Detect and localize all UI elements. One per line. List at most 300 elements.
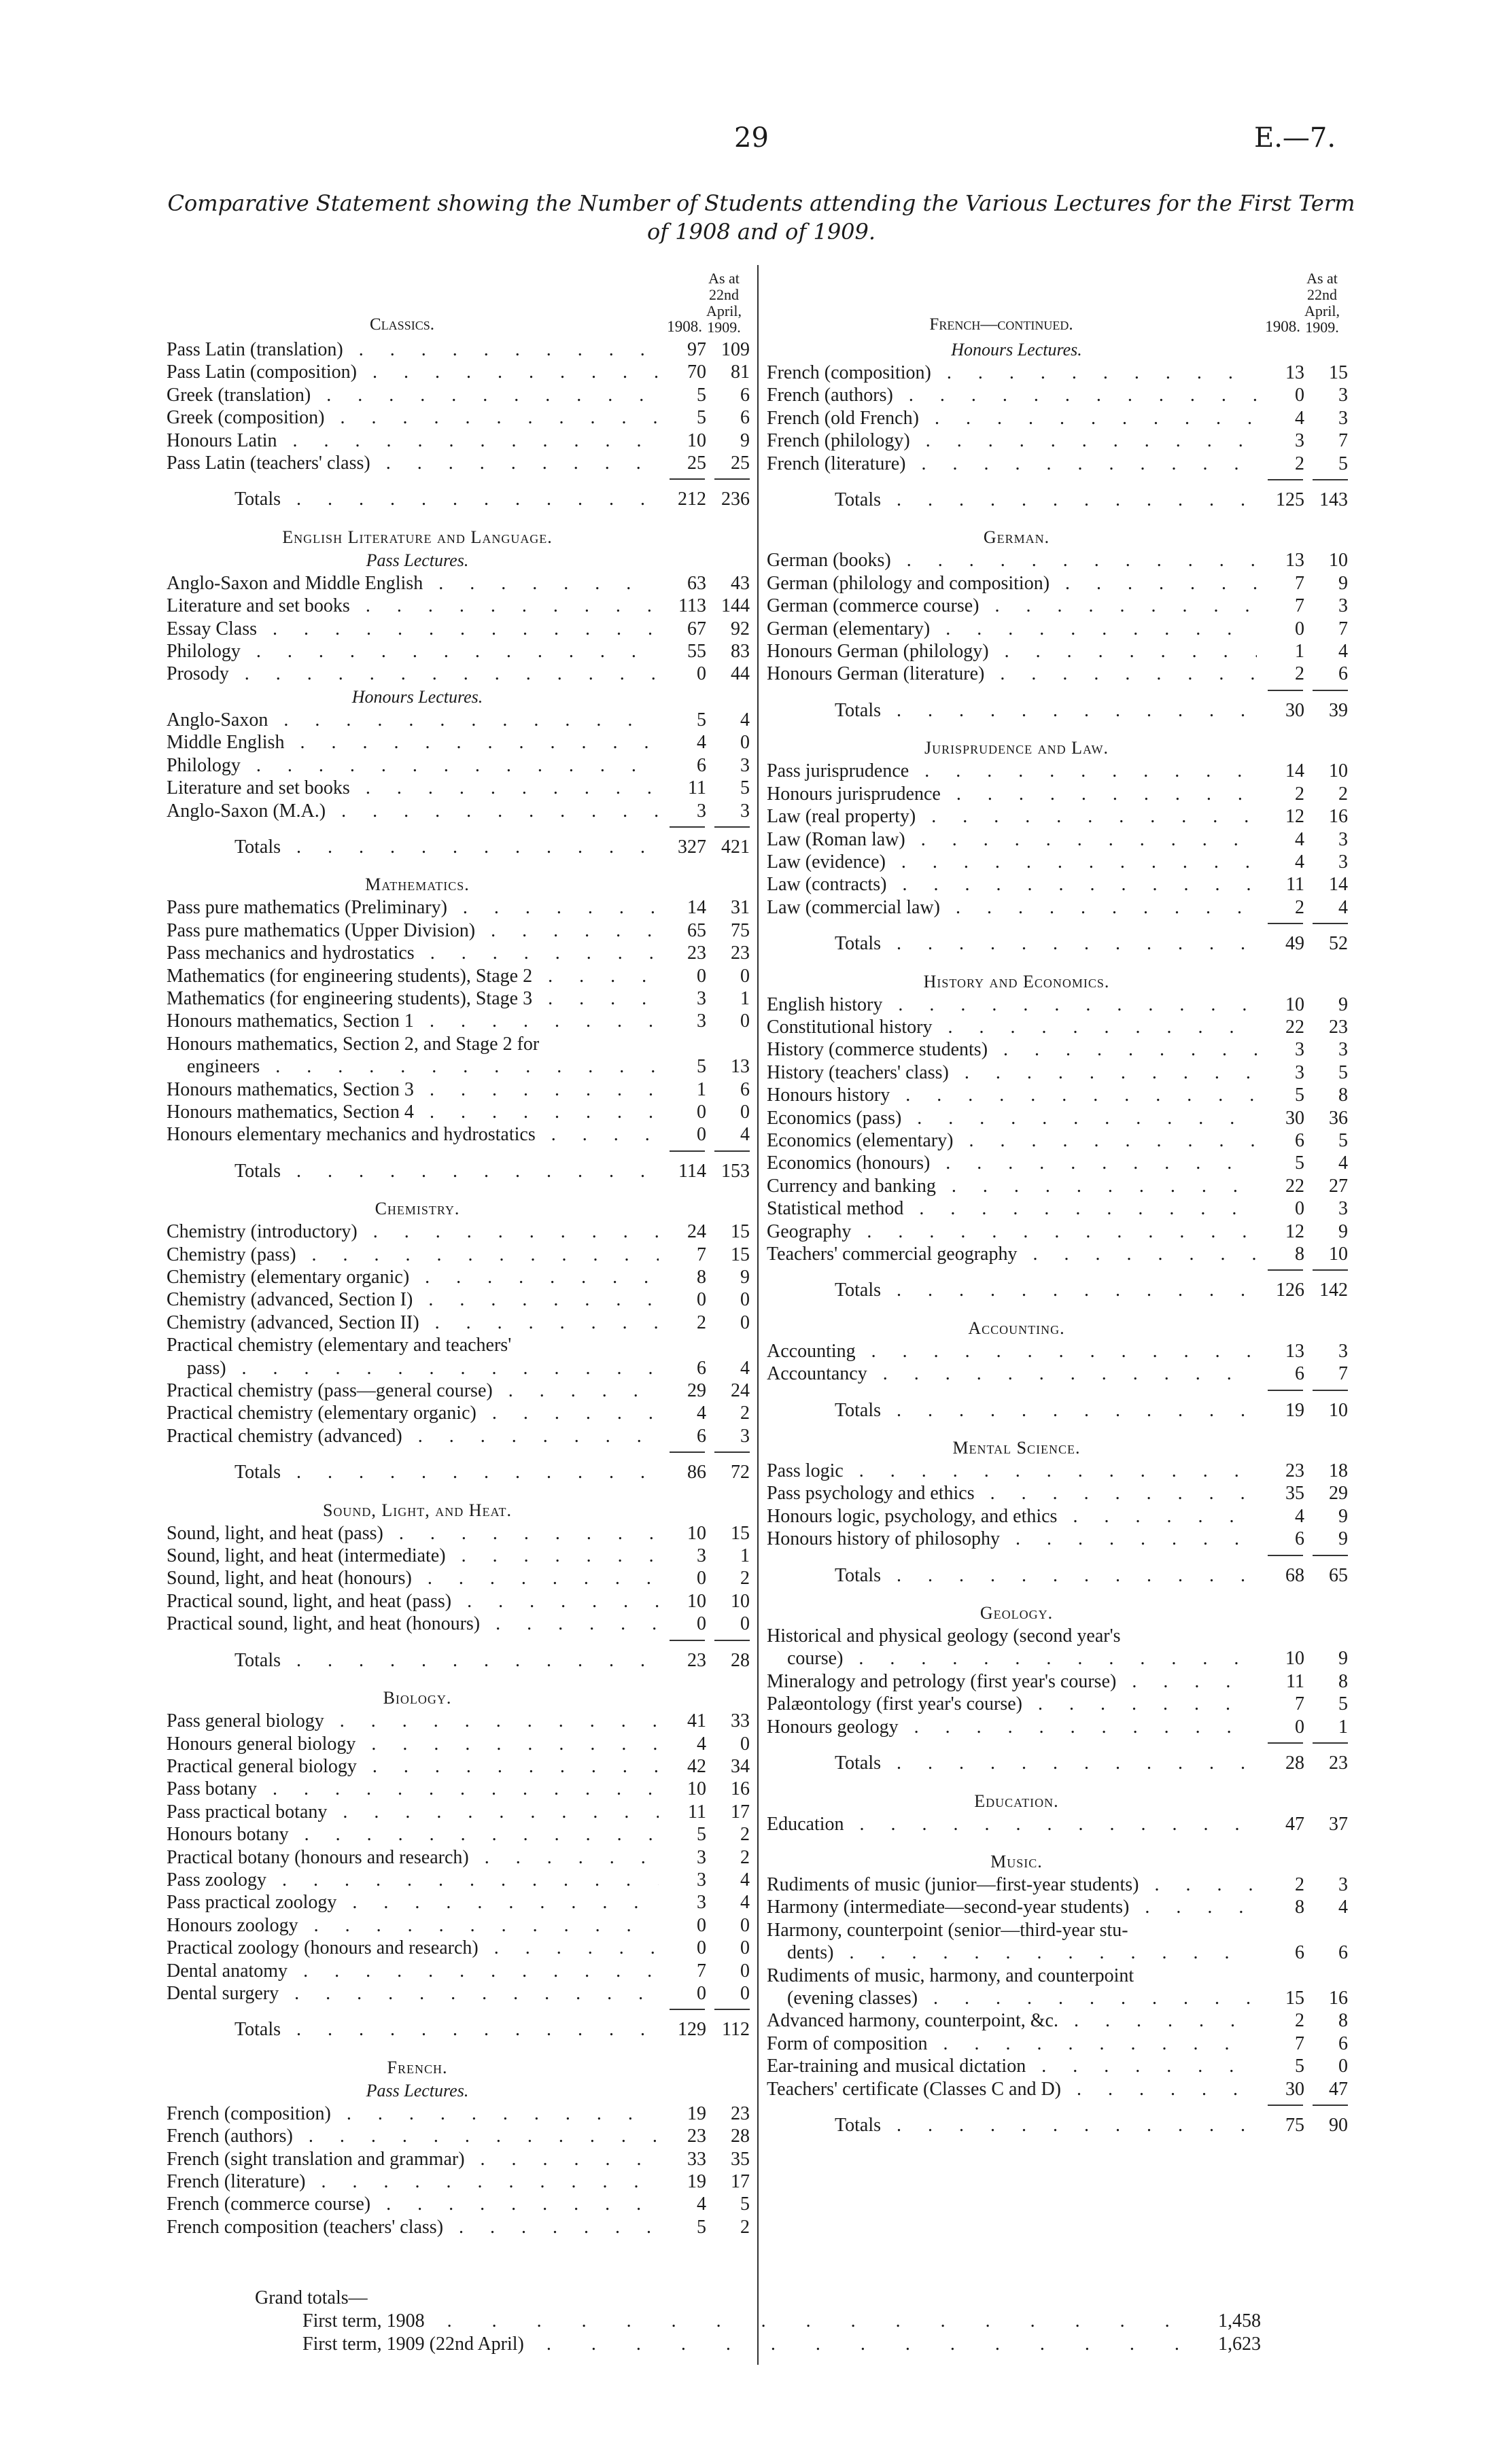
totals-label: Totals . . . <box>767 1279 1257 1301</box>
value-1909: 1 <box>740 1545 750 1567</box>
row-label <box>767 1625 1257 1670</box>
totals-label: Totals . . . <box>167 836 659 858</box>
section-title: Jurisprudence and Law. <box>924 738 1109 758</box>
value-1909: 0 <box>740 1982 750 2004</box>
row-label: French (literature) . . . <box>767 453 1257 475</box>
table-row <box>167 1312 750 1334</box>
table-row <box>167 406 750 429</box>
value-1908: 0 <box>1295 618 1304 639</box>
row-label: Education . . . <box>767 1813 1257 1835</box>
left-column-header <box>167 265 750 338</box>
value-1909: 28 <box>731 2126 750 2147</box>
row-label: Economics (elementary) . . . <box>767 1129 1257 1152</box>
row-label: German (elementary) . . . <box>767 618 1257 640</box>
value-1908: 6 <box>1295 1363 1304 1385</box>
totals-label: Totals . . . <box>167 1649 659 1672</box>
table-row <box>767 1362 1348 1385</box>
table-row <box>167 1914 750 1937</box>
row-label: Honours German (philology) . . . <box>767 640 1257 663</box>
value-1909: 4 <box>740 709 750 731</box>
value-1909: 0 <box>740 732 750 754</box>
totals-label: Totals . . . <box>167 1160 659 1182</box>
value-1909: 36 <box>1329 1107 1348 1129</box>
value-1908: 0 <box>1295 1198 1304 1220</box>
value-1909: 5 <box>1338 453 1348 474</box>
table-row <box>767 1670 1348 1693</box>
totals-1909: 142 <box>1319 1280 1348 1301</box>
totals-row <box>767 1752 1348 1774</box>
row-label: Palæontology (first year's course) . . . <box>767 1693 1257 1715</box>
table-row <box>167 1425 750 1447</box>
value-1909: 33 <box>731 1710 750 1732</box>
table-row <box>167 1266 750 1288</box>
value-1909: 2 <box>740 1824 750 1846</box>
value-1908: 4 <box>1295 828 1304 850</box>
table-row <box>167 2216 750 2238</box>
totals-rule-line <box>1313 690 1348 695</box>
table-row <box>167 1402 750 1424</box>
totals-row <box>167 2018 750 2041</box>
value-1908: 8 <box>1295 1244 1304 1265</box>
value-1909: 81 <box>731 362 750 383</box>
table-row <box>167 1379 750 1402</box>
value-1909: 5 <box>1338 1693 1348 1715</box>
value-1909: 8 <box>1338 1670 1348 1692</box>
value-1909: 18 <box>1329 1460 1348 1482</box>
value-1909: 9 <box>740 1267 750 1288</box>
page-number: 29 <box>734 122 769 154</box>
table-row <box>767 1129 1348 1152</box>
value-1908: 22 <box>1285 1016 1304 1038</box>
value-1908: 5 <box>1295 1085 1304 1106</box>
value-1908: 19 <box>687 2102 706 2124</box>
value-1909: 9 <box>1338 1648 1348 1670</box>
value-1909: 9 <box>1338 572 1348 594</box>
row-label: Pass botany . . . <box>167 1778 659 1800</box>
value-1908: 97 <box>687 339 706 360</box>
totals-1908: 212 <box>678 489 706 510</box>
value-1908: 2 <box>1295 453 1304 474</box>
value-1909: 13 <box>731 1056 750 1078</box>
value-1909: 3 <box>1338 1340 1348 1362</box>
totals-rule-line <box>1313 1269 1348 1275</box>
value-1908: 2 <box>1295 2010 1304 2032</box>
value-1908: 7 <box>697 1244 706 1265</box>
value-1909: 47 <box>1329 2078 1348 2100</box>
value-1909: 3 <box>1338 1039 1348 1061</box>
row-label: Honours general biology . . . <box>167 1733 659 1755</box>
value-1908: 4 <box>697 732 706 754</box>
value-1908: 3 <box>697 1545 706 1567</box>
table-row <box>767 384 1348 406</box>
table-row <box>167 1823 750 1846</box>
row-label-continuation: pass) . . . <box>167 1357 659 1379</box>
value-1908: 11 <box>688 1801 706 1823</box>
row-label: Advanced harmony, counterpoint, &c. . . . <box>767 2009 1257 2032</box>
totals-1909: 28 <box>731 1649 750 1671</box>
table-row <box>767 896 1348 919</box>
totals-rule-line <box>714 1150 750 1156</box>
value-1909: 44 <box>731 663 750 685</box>
value-1908: 15 <box>1285 1987 1304 2009</box>
grand-total-row <box>255 2333 1261 2356</box>
section-subtitle: Pass Lectures. <box>366 550 469 570</box>
value-1908: 2 <box>1295 1873 1304 1895</box>
totals-rule-line <box>670 826 705 832</box>
table-row <box>167 731 750 754</box>
table-row <box>167 1960 750 1982</box>
table-row <box>167 1033 750 1078</box>
table-row <box>167 1545 750 1567</box>
totals-1908: 125 <box>1276 489 1304 511</box>
grand-total-row <box>255 2310 1261 2333</box>
value-1909: 15 <box>1329 362 1348 383</box>
value-1908: 0 <box>697 1101 706 1123</box>
value-1909: 5 <box>740 777 750 799</box>
table-row <box>767 2055 1348 2077</box>
totals-1909: 143 <box>1319 489 1348 511</box>
row-label-text: Honours mathematics, Section 2, and Stage 2 for <box>167 1033 540 1055</box>
table-row <box>167 1613 750 1635</box>
right-column-body <box>767 338 1348 2136</box>
row-label: Chemistry (advanced, Section II) . . . <box>167 1312 659 1334</box>
section-subtitle: Honours Lectures. <box>351 686 483 707</box>
value-1908: 1 <box>697 1078 706 1100</box>
left-column <box>167 265 750 2238</box>
value-1909: 4 <box>1338 641 1348 663</box>
value-1909: 0 <box>740 1312 750 1333</box>
table-row <box>767 1084 1348 1106</box>
totals-rule-line <box>1268 690 1303 695</box>
value-1909: 37 <box>1329 1813 1348 1835</box>
row-label-text: Historical and physical geology (second year's <box>767 1625 1121 1647</box>
totals-row <box>767 932 1348 955</box>
row-label: English history . . . <box>767 993 1257 1016</box>
row-label-continuation: course) . . . <box>767 1647 1257 1670</box>
grand-totals-heading: Grand totals— <box>255 2287 368 2308</box>
section-title: History and Economics. <box>923 971 1110 991</box>
row-label: French (composition) . . . <box>167 2102 659 2125</box>
row-label: Statistical method . . . <box>767 1197 1257 1220</box>
table-row <box>767 1038 1348 1061</box>
totals-1908: 28 <box>1285 1753 1304 1774</box>
table-row <box>767 783 1348 805</box>
table-row <box>167 942 750 964</box>
value-1909: 8 <box>1338 2010 1348 2032</box>
totals-row <box>167 836 750 858</box>
value-1908: 14 <box>687 897 706 919</box>
page-title: Comparative Statement showing the Number of Students attending the Various Lectures for the First Term of 1908 and of 1909. <box>167 190 1355 245</box>
section-title: Accounting. <box>968 1318 1065 1338</box>
totals-row <box>167 1160 750 1182</box>
value-1909: 10 <box>1329 550 1348 571</box>
row-label: Sound, light, and heat (honours) . . . <box>167 1567 659 1589</box>
value-1908: 6 <box>1295 1528 1304 1550</box>
totals-rule-line <box>670 2009 705 2014</box>
row-label: Chemistry (advanced, Section I) . . . <box>167 1288 659 1311</box>
row-label-continuation: engineers . . . <box>167 1055 659 1078</box>
value-1909: 15 <box>731 1244 750 1265</box>
value-1908: 0 <box>697 1937 706 1959</box>
value-1909: 7 <box>1338 1363 1348 1385</box>
totals-1909: 23 <box>1329 1753 1348 1774</box>
table-row <box>767 595 1348 617</box>
table-row <box>167 361 750 383</box>
table-row <box>167 2170 750 2193</box>
table-row <box>167 754 750 777</box>
value-1909: 16 <box>1329 1987 1348 2009</box>
table-row <box>767 873 1348 896</box>
totals-row <box>767 1279 1348 1301</box>
row-label: Practical chemistry (advanced) . . . <box>167 1425 659 1447</box>
row-label: Essay Class . . . <box>167 618 659 640</box>
table-row <box>767 1528 1348 1550</box>
value-1908: 5 <box>697 407 706 429</box>
value-1908: 10 <box>687 1778 706 1800</box>
table-row <box>767 760 1348 782</box>
value-1909: 35 <box>731 2148 750 2170</box>
value-1909: 43 <box>731 572 750 594</box>
value-1909: 3 <box>1338 1873 1348 1895</box>
right-header-1909: As at 22nd April, 1909. <box>1304 270 1340 336</box>
section-gap <box>767 1835 1348 1850</box>
value-1908: 6 <box>697 1425 706 1447</box>
table-row <box>167 1801 750 1823</box>
row-label: Honours history . . . <box>767 1084 1257 1106</box>
value-1908: 6 <box>697 1357 706 1379</box>
table-row <box>767 1061 1348 1084</box>
table-row <box>167 2125 750 2147</box>
value-1909: 6 <box>1338 1942 1348 1964</box>
row-label: Pass practical botany . . . <box>167 1801 659 1823</box>
totals-rule-line <box>670 478 705 484</box>
value-1908: 6 <box>697 754 706 776</box>
table-row <box>767 1873 1348 1896</box>
row-label: German (philology and composition) . . . <box>767 572 1257 595</box>
value-1909: 1 <box>740 987 750 1009</box>
value-1909: 0 <box>740 1010 750 1032</box>
table-row <box>167 595 750 617</box>
value-1909: 2 <box>1338 783 1348 805</box>
value-1909: 6 <box>740 407 750 429</box>
totals-rule-line <box>714 1640 750 1645</box>
value-1908: 4 <box>1295 407 1304 429</box>
value-1908: 35 <box>1285 1483 1304 1504</box>
table-row <box>167 640 750 663</box>
value-1908: 67 <box>687 618 706 639</box>
totals-1908: 19 <box>1285 1399 1304 1421</box>
value-1908: 3 <box>697 1869 706 1890</box>
value-1908: 3 <box>1295 430 1304 452</box>
totals-1909: 90 <box>1329 2114 1348 2136</box>
table-row <box>167 1846 750 1869</box>
table-row <box>767 663 1348 685</box>
row-label: Teachers' commercial geography . . . <box>767 1243 1257 1265</box>
totals-1909: 153 <box>721 1160 750 1182</box>
value-1909: 3 <box>1338 595 1348 617</box>
value-1908: 5 <box>697 384 706 406</box>
totals-label: Totals . . . <box>767 699 1257 722</box>
value-1909: 17 <box>731 2171 750 2192</box>
value-1908: 10 <box>687 429 706 451</box>
value-1908: 23 <box>687 943 706 964</box>
value-1909: 0 <box>740 1914 750 1936</box>
value-1908: 0 <box>697 1613 706 1635</box>
value-1909: 0 <box>740 965 750 987</box>
value-1909: 34 <box>731 1755 750 1777</box>
value-1908: 5 <box>697 1056 706 1078</box>
value-1909: 3 <box>740 754 750 776</box>
value-1909: 1 <box>1338 1716 1348 1738</box>
totals-1908: 86 <box>687 1462 706 1483</box>
row-label <box>767 1965 1257 2010</box>
table-row <box>767 362 1348 384</box>
value-1909: 5 <box>740 2194 750 2215</box>
totals-label: Totals . . . <box>767 1752 1257 1774</box>
value-1909: 9 <box>740 429 750 451</box>
left-header-1908: 1908. <box>667 318 702 335</box>
totals-rule-line <box>1268 479 1303 485</box>
value-1908: 25 <box>687 453 706 474</box>
value-1908: 10 <box>687 1590 706 1612</box>
row-label: Honours mathematics, Section 3 . . . <box>167 1078 659 1101</box>
totals-label: Totals . . . <box>167 1461 659 1483</box>
value-1908: 2 <box>697 1312 706 1333</box>
value-1909: 6 <box>1338 663 1348 685</box>
table-row <box>167 338 750 361</box>
row-label: Accountancy . . . <box>767 1362 1257 1385</box>
value-1909: 3 <box>1338 385 1348 406</box>
totals-rule <box>167 822 750 832</box>
table-row <box>767 1693 1348 1715</box>
totals-rule-line <box>1313 1390 1348 1395</box>
totals-1908: 49 <box>1285 933 1304 955</box>
table-row <box>767 453 1348 475</box>
table-row <box>767 429 1348 452</box>
row-label: Honours history of philosophy . . . <box>767 1528 1257 1550</box>
table-row <box>767 993 1348 1016</box>
row-label-continuation: (evening classes) . . . <box>767 1987 1257 2009</box>
right-header-section: French—continued. <box>929 315 1073 334</box>
value-1909: 10 <box>1329 1244 1348 1265</box>
totals-row <box>167 1649 750 1672</box>
value-1908: 0 <box>697 1124 706 1146</box>
row-label: Ear-training and musical dictation . . . <box>767 2055 1257 2077</box>
value-1908: 14 <box>1285 760 1304 782</box>
value-1909: 4 <box>1338 896 1348 918</box>
value-1909: 6 <box>740 384 750 406</box>
value-1909: 6 <box>740 1078 750 1100</box>
row-label: German (commerce course) . . . <box>767 595 1257 617</box>
table-row <box>767 407 1348 429</box>
row-label: Pass psychology and ethics . . . <box>767 1482 1257 1504</box>
value-1908: 2 <box>1295 783 1304 805</box>
row-label: Anglo-Saxon . . . <box>167 709 659 731</box>
row-label: Economics (honours) . . . <box>767 1152 1257 1174</box>
table-row <box>767 1965 1348 2010</box>
table-row <box>767 1919 1348 1965</box>
value-1909: 0 <box>740 1960 750 1982</box>
value-1909: 10 <box>1329 760 1348 782</box>
section-gap <box>167 511 750 526</box>
section-gap <box>767 511 1348 526</box>
row-label: Pass pure mathematics (Upper Division) . . . <box>167 919 659 942</box>
table-row <box>167 1522 750 1545</box>
row-label <box>767 1919 1257 1965</box>
totals-rule-line <box>1313 2105 1348 2110</box>
value-1909: 27 <box>1329 1175 1348 1197</box>
totals-1908: 30 <box>1285 699 1304 721</box>
table-row <box>167 572 750 595</box>
value-1908: 10 <box>1285 1648 1304 1670</box>
totals-rule <box>767 1551 1348 1560</box>
value-1909: 2 <box>740 2216 750 2238</box>
row-label: Constitutional history . . . <box>767 1016 1257 1038</box>
table-row <box>167 1590 750 1613</box>
totals-rule <box>167 474 750 484</box>
row-label: Greek (translation) . . . <box>167 384 659 406</box>
value-1908: 4 <box>697 2194 706 2215</box>
row-label: French composition (teachers' class) . . . <box>167 2216 659 2238</box>
value-1909: 9 <box>1338 1528 1348 1550</box>
value-1908: 11 <box>1286 1670 1304 1692</box>
totals-rule-line <box>1268 1555 1303 1560</box>
row-label: Greek (composition) . . . <box>167 406 659 429</box>
totals-rule <box>767 2100 1348 2110</box>
row-label: German (books) . . . <box>767 549 1257 571</box>
table-row <box>167 1220 750 1243</box>
value-1908: 13 <box>1285 362 1304 383</box>
value-1908: 30 <box>1285 2078 1304 2100</box>
value-1908: 6 <box>1295 1129 1304 1151</box>
totals-1908: 75 <box>1285 2114 1304 2136</box>
row-label: French (sight translation and grammar) . . . <box>167 2148 659 2170</box>
row-label-text: Harmony, counterpoint (senior—third-year stu- <box>767 1919 1128 1941</box>
right-column-header <box>767 265 1348 338</box>
grand-total-label: First term, 1908 . . . <box>302 2310 1186 2333</box>
row-label: Practical chemistry (elementary organic) . . . <box>167 1402 659 1424</box>
totals-rule <box>767 1265 1348 1275</box>
row-label: Pass Latin (translation) . . . <box>167 338 659 361</box>
totals-1909: 10 <box>1329 1399 1348 1421</box>
totals-rule <box>767 919 1348 928</box>
value-1909: 3 <box>740 800 750 822</box>
row-label: Practical general biology . . . <box>167 1755 659 1778</box>
totals-rule <box>767 1386 1348 1395</box>
value-1909: 16 <box>1329 806 1348 828</box>
row-label: Honours zoology . . . <box>167 1914 659 1937</box>
row-label: French (philology) . . . <box>767 429 1257 452</box>
value-1908: 0 <box>1295 385 1304 406</box>
value-1908: 13 <box>1285 550 1304 571</box>
table-row <box>167 429 750 452</box>
row-label: Dental surgery . . . <box>167 1982 659 2005</box>
totals-row <box>167 488 750 510</box>
row-label: Law (commercial law) . . . <box>767 896 1257 919</box>
totals-1909: 236 <box>721 489 750 510</box>
section-title: Chemistry. <box>375 1199 460 1219</box>
value-1908: 5 <box>697 2216 706 2238</box>
value-1909: 0 <box>740 1937 750 1959</box>
row-label: Chemistry (pass) . . . <box>167 1244 659 1266</box>
totals-row <box>767 2114 1348 2136</box>
value-1909: 24 <box>731 1380 750 1402</box>
row-label: Sound, light, and heat (pass) . . . <box>167 1522 659 1545</box>
value-1909: 4 <box>740 1892 750 1914</box>
value-1909: 15 <box>731 1221 750 1243</box>
row-label: Pass Latin (teachers' class) . . . <box>167 452 659 474</box>
table-row <box>767 1482 1348 1504</box>
